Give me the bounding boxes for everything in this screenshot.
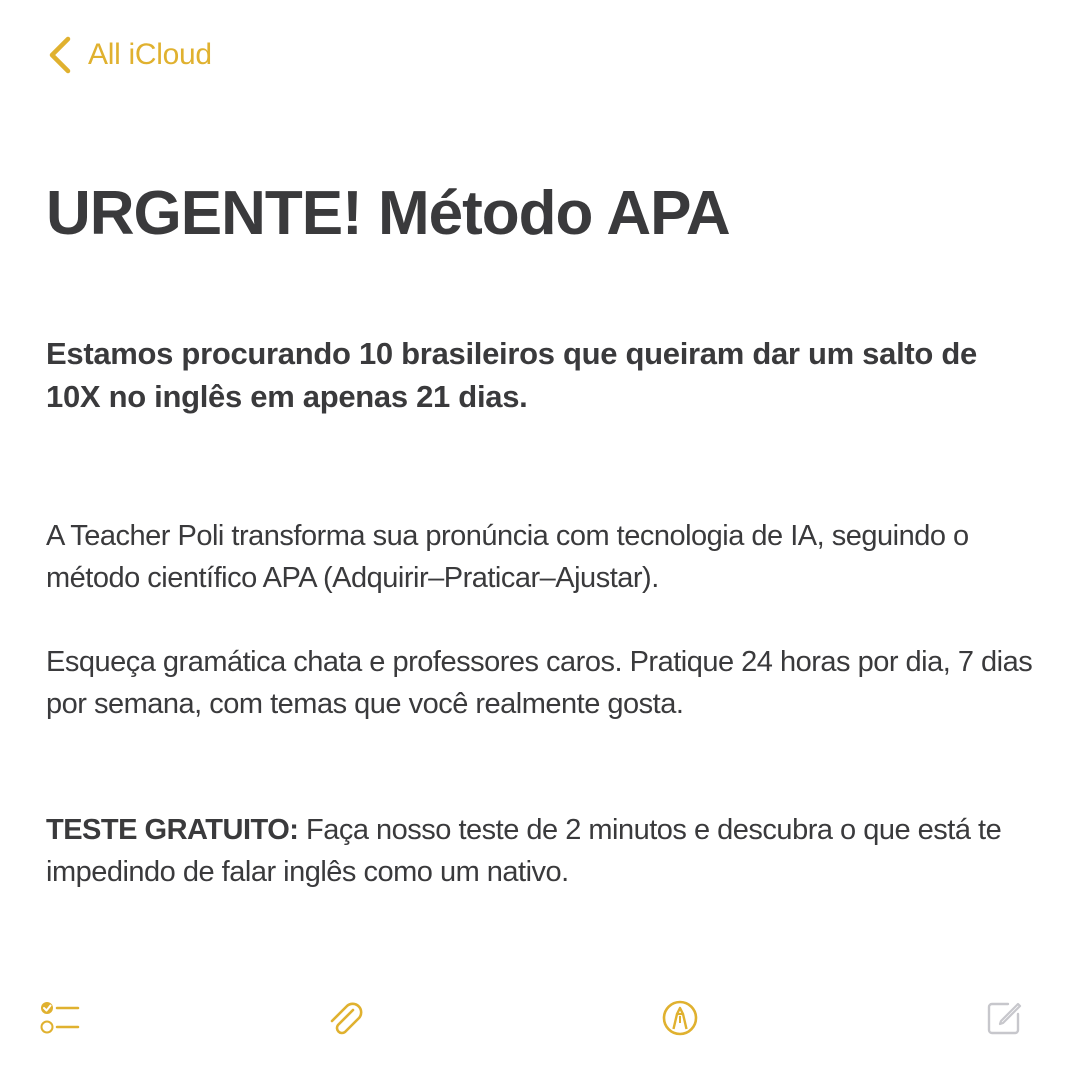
note-paragraph-cta[interactable] <box>46 809 1046 893</box>
cta-text: Faça nosso teste de 2 minutos e descubra o que está te impedindo de falar inglês como um nativo. <box>46 814 1002 888</box>
checklist-button[interactable] <box>38 998 82 1042</box>
note-title[interactable]: URGENTE! Método APA <box>46 179 730 248</box>
compose-icon <box>982 996 1026 1045</box>
chevron-left-icon <box>46 36 72 74</box>
back-button-label: All iCloud <box>88 38 212 71</box>
new-note-button[interactable] <box>982 998 1026 1042</box>
note-subtitle[interactable]: Estamos procurando 10 brasileiros que queiram dar um salto de 10X no inglês em apenas 21 dias. <box>46 336 977 414</box>
back-button[interactable] <box>46 36 212 74</box>
note-paragraph-1[interactable]: A Teacher Poli transforma sua pronúncia com tecnologia de IA, seguindo o método científico APA (Adquirir–Praticar–Ajustar). <box>46 520 969 594</box>
markup-button[interactable] <box>658 998 702 1042</box>
cta-label: TESTE GRATUITO: <box>46 814 299 846</box>
markup-pen-icon <box>658 996 702 1045</box>
note-paragraph-2[interactable]: Esqueça gramática chata e professores caros. Pratique 24 horas por dia, 7 dias por semana, com temas que você realmente gosta. <box>46 646 1033 720</box>
paperclip-icon <box>323 996 367 1045</box>
checklist-icon <box>38 996 82 1045</box>
attachment-button[interactable] <box>323 998 367 1042</box>
